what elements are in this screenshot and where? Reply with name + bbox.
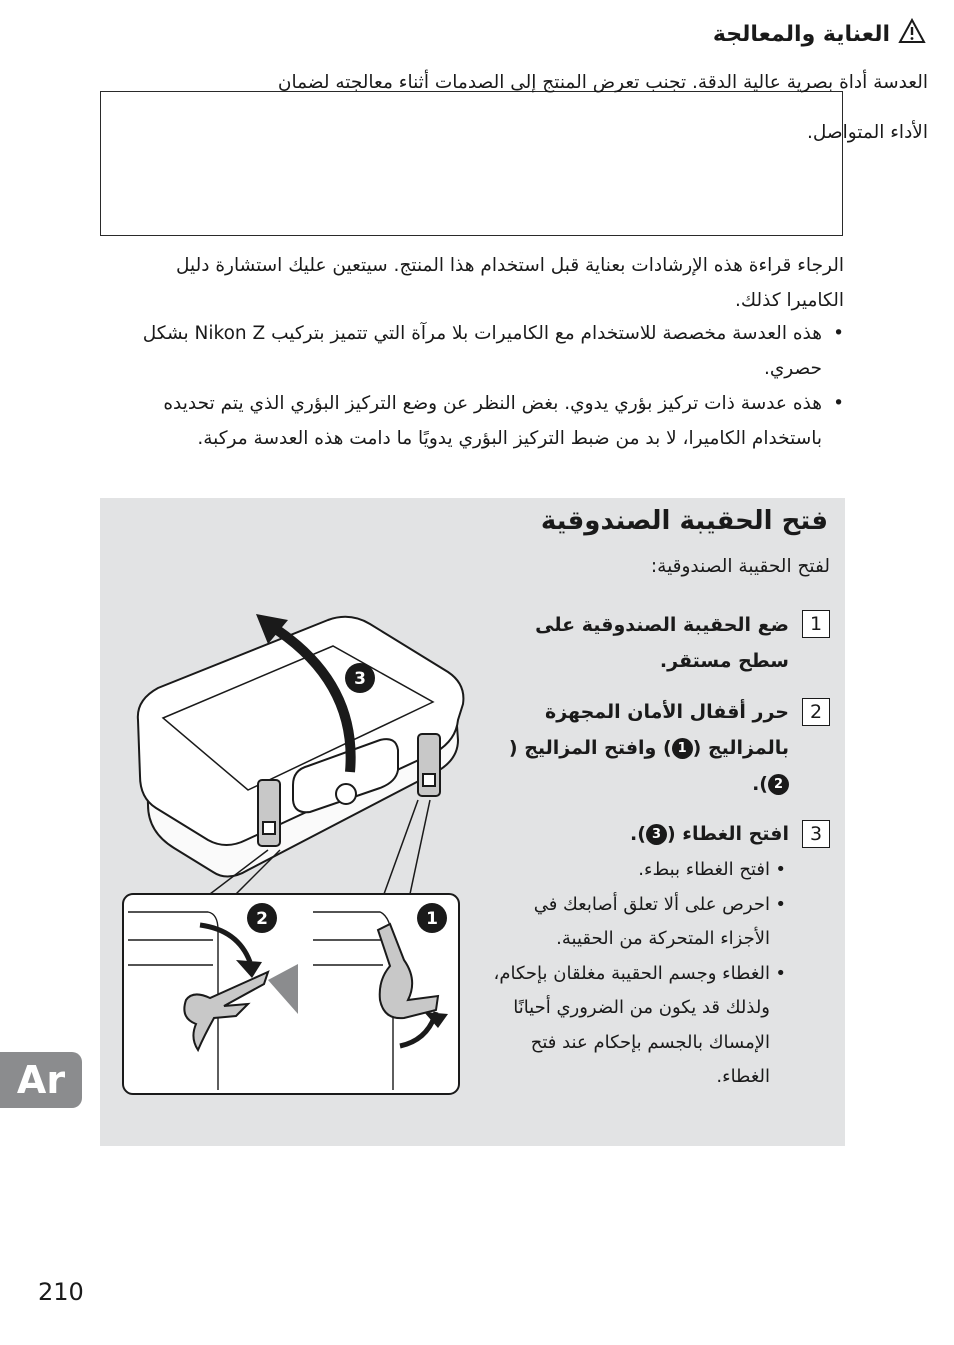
- circle-3-icon: 3: [646, 824, 667, 845]
- svg-text:3: 3: [354, 669, 366, 689]
- case-opening-illustration: [118, 600, 468, 1100]
- note-item: • هذه العدسة مخصصة للاستخدام مع الكاميرات بلا مرآة التي تتميز بتركيب Nikon Z بشكل حصري.: [116, 316, 836, 386]
- step-2-text: حرر أقفال الأمان المجهزة بالمزاليج (1) وافتح المزاليج (2).: [508, 701, 789, 795]
- case-illustration: [138, 617, 464, 877]
- notes-list: [116, 316, 836, 456]
- step-number: 3: [802, 820, 830, 848]
- step-3-text: افتح الغطاء (3).: [630, 823, 789, 845]
- step-3-note: • افتح الغطاء ببطء.: [486, 853, 786, 888]
- page-number: 210: [38, 1278, 84, 1306]
- svg-text:1: 1: [426, 909, 438, 929]
- svg-text:2: 2: [256, 909, 268, 929]
- step-3-note: • الغطاء وجسم الحقيبة مغلقان بإحكام، ولذلك قد يكون من الضروري أحيانًا الإمساك بالجسم بإحكام عند فتح الغطاء.: [486, 957, 786, 1095]
- step-3-note: • احرص على ألا تعلق أصابعك في الأجزاء المتحركة من الحقيبة.: [486, 888, 786, 957]
- intro-paragraph: الرجاء قراءة هذه الإرشادات بعناية قبل استخدام هذا المنتج. سيتعين عليك استشارة دليل الكاميرا كذلك.: [175, 255, 844, 311]
- circle-1-icon: 1: [672, 738, 693, 759]
- caution-title: العناية والمعالجة: [712, 21, 890, 47]
- circle-2-icon: 2: [768, 774, 789, 795]
- caution-body: العدسة أداة بصرية عالية الدقة. تجنب تعرض المنتج إلى الصدمات أثناء معالجته لضمان الأداء المتواصل.: [277, 72, 928, 143]
- step-number: 2: [802, 698, 830, 726]
- section-subtitle: لفتح الحقيبة الصندوقية:: [650, 556, 830, 577]
- section-title: فتح الحقيبة الصندوقية: [540, 506, 828, 536]
- caution-title-row: [713, 18, 926, 50]
- warning-triangle-icon: [898, 18, 926, 50]
- step-number: 1: [802, 610, 830, 638]
- step-1-text: ضع الحقيبة الصندوقية على سطح مستقر.: [535, 614, 789, 672]
- note-item: • هذه عدسة ذات تركيز بؤري يدوي. بغض النظر عن وضع التركيز البؤري الذي يتم تحديده باستخدام الكاميرا، لا بد من ضبط التركيز البؤري يدويًا ما دامت هذه العدسة مركبة.: [116, 386, 836, 456]
- step-3-notes: [486, 853, 786, 1095]
- language-tab: Ar: [0, 1052, 82, 1108]
